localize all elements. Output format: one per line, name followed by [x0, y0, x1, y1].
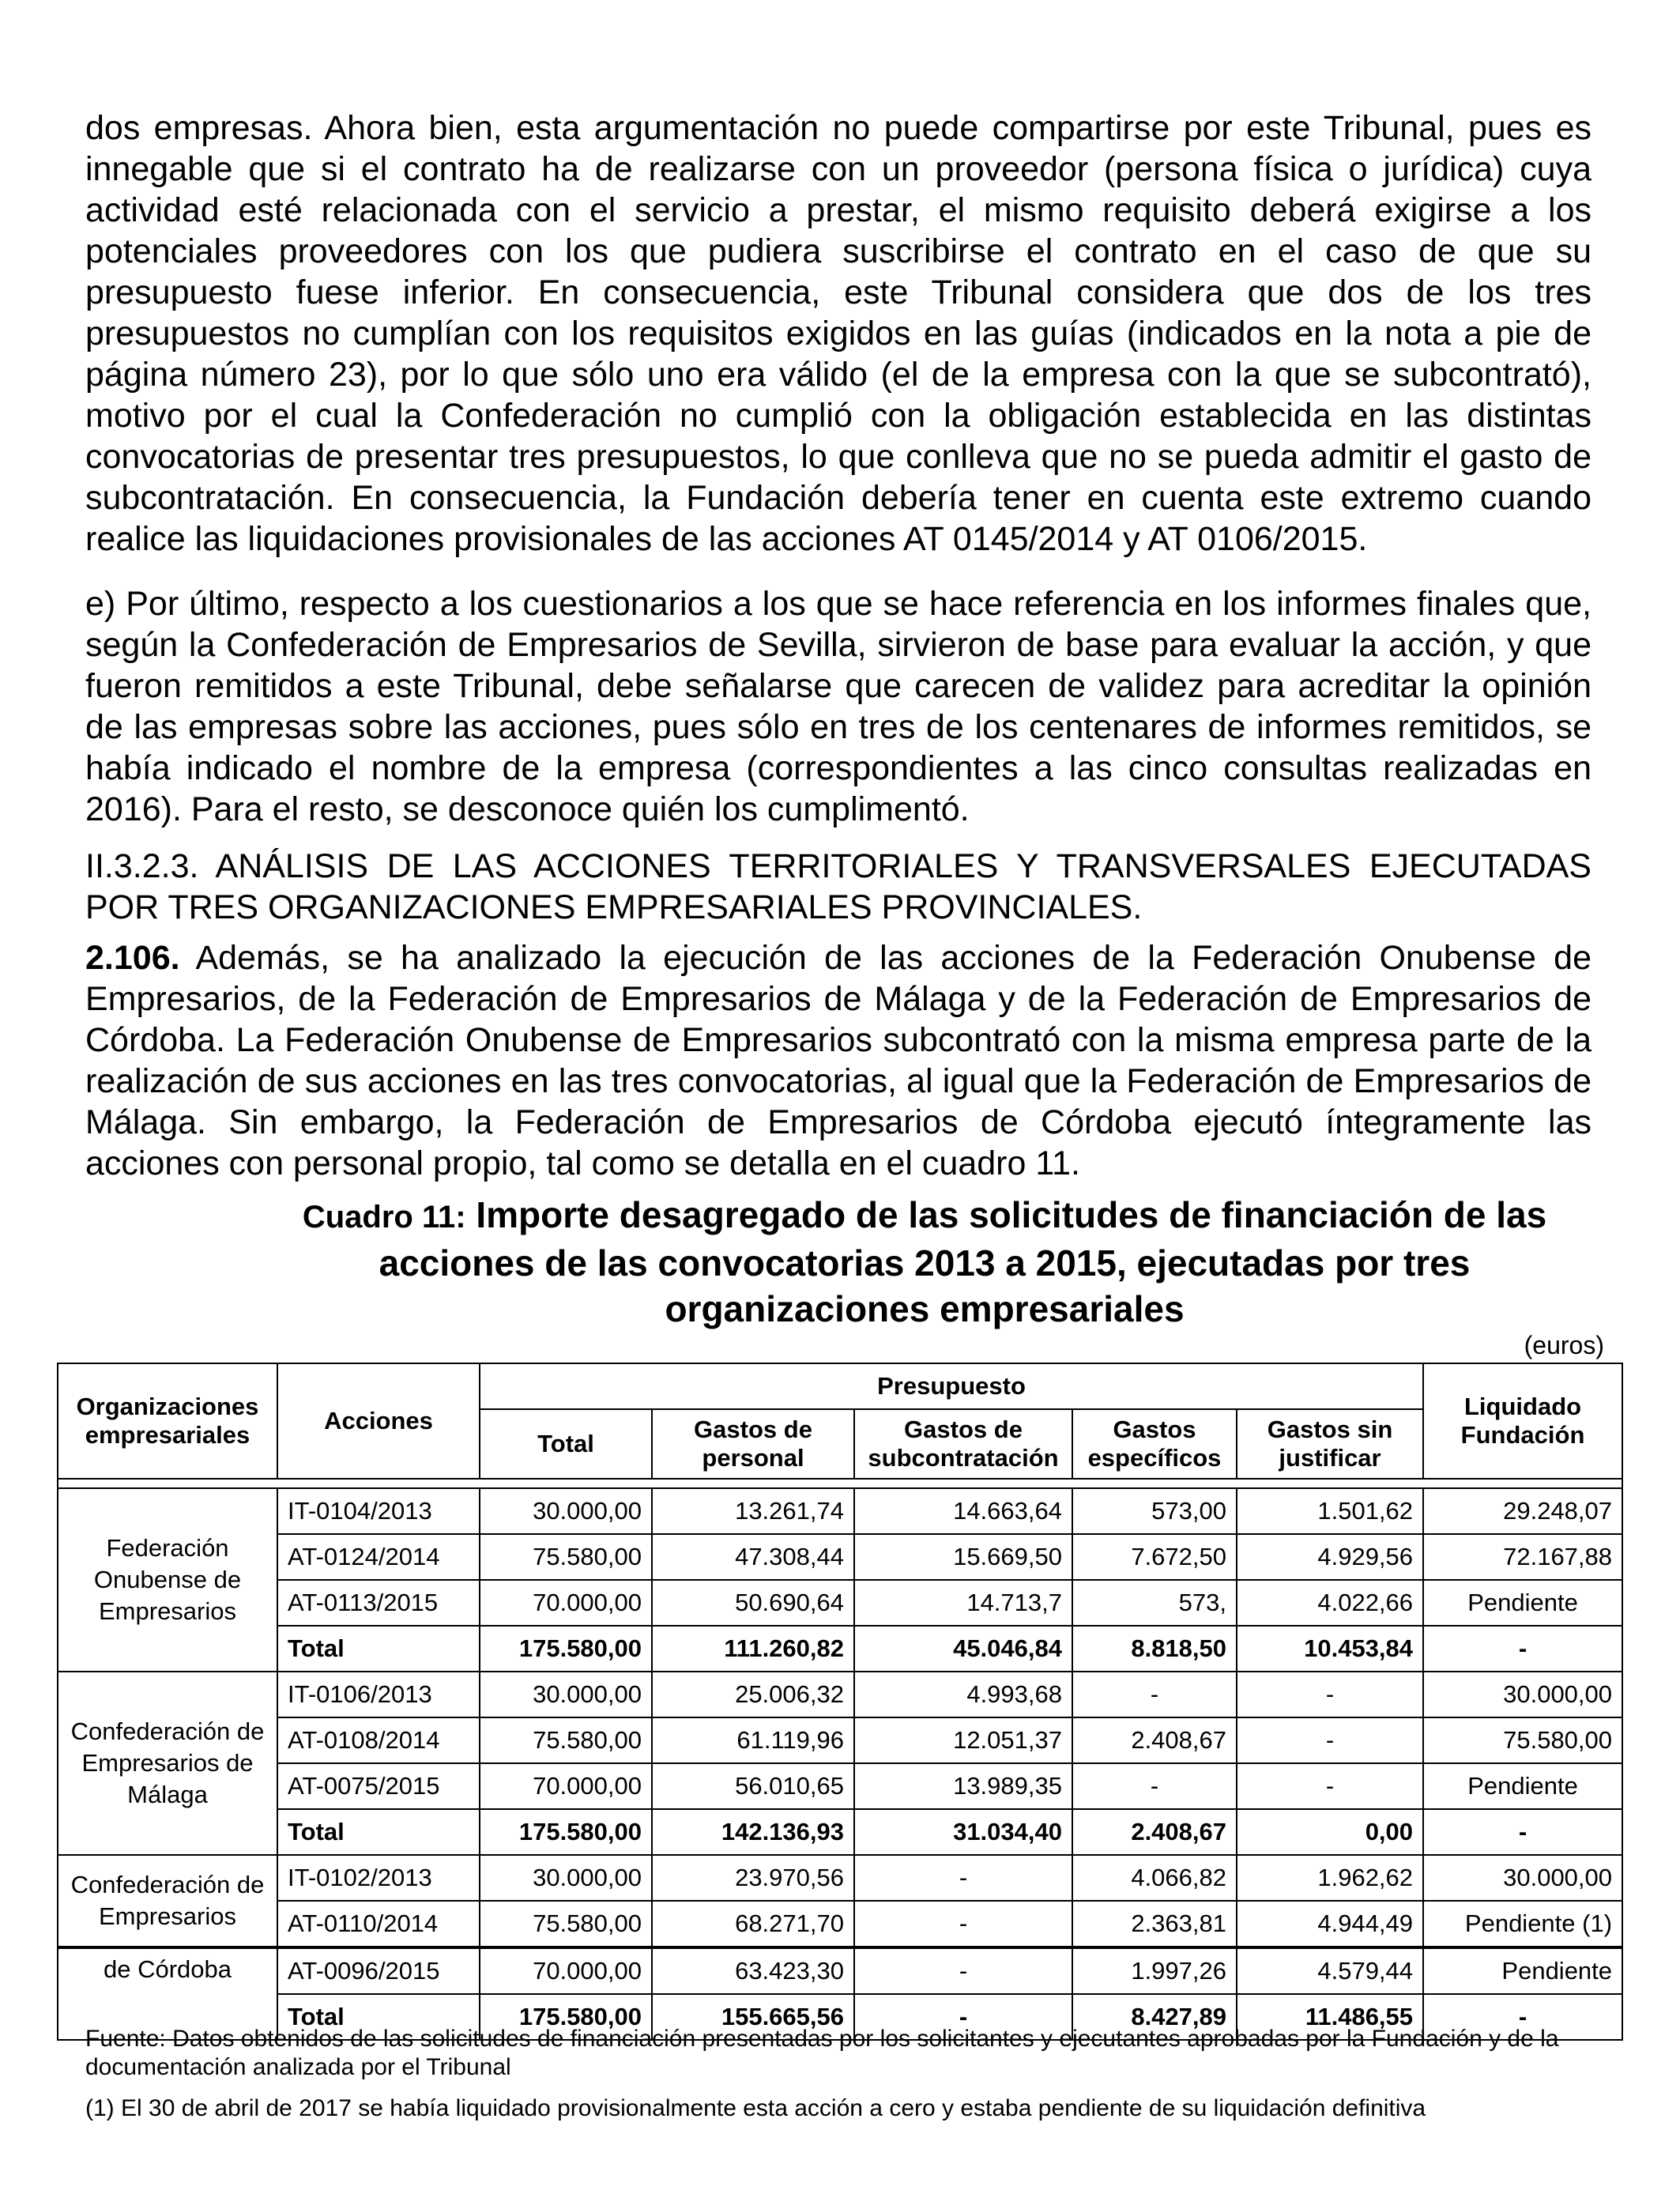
cell-total: 175.580,00 — [480, 1809, 652, 1855]
table-row — [58, 1855, 1622, 1901]
cell-personal: 47.308,44 — [652, 1534, 854, 1580]
cell-personal: 56.010,65 — [652, 1763, 854, 1809]
cell-action: AT-0108/2014 — [277, 1717, 480, 1763]
cell-total: 175.580,00 — [480, 1994, 652, 2040]
cell-personal: 68.271,70 — [652, 1901, 854, 1947]
paragraph-2106-text: Además, se ha analizado la ejecución de las acciones de la Federación Onubense de Empresarios, de la Federación de Empresarios de Málaga y de la Federación de Empresarios de Córdoba. La Federación Onubense de Empresarios subcontrató con la misma empresa parte de la realización de sus acciones en las tres convocatorias, al igual que la Federación de Empresarios de Málaga. Sin embargo, la Federación de Empresarios de Córdoba ejecutó íntegramente las acciones con personal propio, tal como se detalla en el cuadro 11. — [85, 939, 1591, 1182]
cell-liquidado: Pendiente — [1423, 1947, 1622, 1994]
cell-total-label: Total — [277, 1626, 480, 1672]
source-note: Fuente: Datos obtenidos de las solicitudes de financiación presentadas por los solicitantes y ejecutantes aprobadas por la Fundación y de la documentación analizada por el Tribunal — [85, 2026, 1559, 2080]
cell-sin-justificar: 4.944,49 — [1237, 1901, 1423, 1947]
cell-total-label: Total — [277, 1994, 480, 2040]
cell-personal: 155.665,56 — [652, 1994, 854, 2040]
cell-personal: 61.119,96 — [652, 1717, 854, 1763]
table-row — [58, 1763, 1622, 1809]
cell-total: 30.000,00 — [480, 1855, 652, 1901]
header-spacer — [58, 1479, 1622, 1488]
paragraph-2106 — [85, 937, 1591, 1184]
cell-especificos: 2.408,67 — [1072, 1717, 1237, 1763]
cell-subcontratacion: 14.663,64 — [854, 1488, 1072, 1534]
cell-subcontratacion: 31.034,40 — [854, 1809, 1072, 1855]
cell-action: AT-0110/2014 — [277, 1901, 480, 1947]
cell-sin-justificar: 11.486,55 — [1237, 1994, 1423, 2040]
cell-total: 75.580,00 — [480, 1534, 652, 1580]
table-row-total — [58, 1626, 1622, 1672]
footnote-1: (1) El 30 de abril de 2017 se había liquidado provisionalmente esta acción a cero y estaba pendiente de su liquidación definitiva — [85, 2095, 1426, 2121]
cell-sin-justificar: 1.501,62 — [1237, 1488, 1423, 1534]
cell-sin-justificar: 4.929,56 — [1237, 1534, 1423, 1580]
cell-liquidado: 29.248,07 — [1423, 1488, 1622, 1534]
table-row — [58, 1534, 1622, 1580]
cell-personal: 13.261,74 — [652, 1488, 854, 1534]
cell-liquidado: 75.580,00 — [1423, 1717, 1622, 1763]
table-row — [58, 1717, 1622, 1763]
cell-action: AT-0113/2015 — [277, 1580, 480, 1626]
table-caption-label: Cuadro 11: — [302, 1200, 466, 1235]
cell-action: IT-0106/2013 — [277, 1672, 480, 1717]
cell-action: AT-0075/2015 — [277, 1763, 480, 1809]
cell-especificos: 573, — [1072, 1580, 1237, 1626]
cell-total: 30.000,00 — [480, 1672, 652, 1717]
cell-subcontratacion: - — [854, 1947, 1072, 1994]
header-gastos-personal: Gastos de personal — [652, 1409, 854, 1479]
cell-subcontratacion: - — [854, 1901, 1072, 1947]
cell-liquidado: - — [1423, 1994, 1622, 2040]
cell-subcontratacion: 4.993,68 — [854, 1672, 1072, 1717]
cell-personal: 111.260,82 — [652, 1626, 854, 1672]
cell-total: 70.000,00 — [480, 1580, 652, 1626]
cell-personal: 25.006,32 — [652, 1672, 854, 1717]
header-gastos-especificos: Gastos específicos — [1072, 1409, 1237, 1479]
cell-especificos: - — [1072, 1763, 1237, 1809]
cell-subcontratacion: - — [854, 1855, 1072, 1901]
cell-especificos: 1.997,26 — [1072, 1947, 1237, 1994]
cell-action: IT-0102/2013 — [277, 1855, 480, 1901]
header-organizaciones: Organizaciones empresariales — [58, 1363, 277, 1479]
table-units: (euros) — [1524, 1331, 1604, 1359]
table-row — [58, 1488, 1622, 1534]
table-caption — [253, 1192, 1596, 1332]
cell-total: 70.000,00 — [480, 1947, 652, 1994]
cell-action: AT-0124/2014 — [277, 1534, 480, 1580]
header-gastos-subcontratacion: Gastos de subcontratación — [854, 1409, 1072, 1479]
cell-especificos: 573,00 — [1072, 1488, 1237, 1534]
cell-total: 75.580,00 — [480, 1901, 652, 1947]
cell-sin-justificar: 4.579,44 — [1237, 1947, 1423, 1994]
cell-total: 175.580,00 — [480, 1626, 652, 1672]
cell-especificos: - — [1072, 1672, 1237, 1717]
cell-liquidado: - — [1423, 1809, 1622, 1855]
cell-total: 75.580,00 — [480, 1717, 652, 1763]
table-row — [58, 1580, 1622, 1626]
header-gastos-sin-justificar: Gastos sin justificar — [1237, 1409, 1423, 1479]
cell-subcontratacion: - — [854, 1994, 1072, 2040]
cell-personal: 23.970,56 — [652, 1855, 854, 1901]
org-cordoba-bottom: de Córdoba — [58, 1947, 277, 2040]
cell-especificos: 7.672,50 — [1072, 1534, 1237, 1580]
paragraph-budgets: dos empresas. Ahora bien, esta argumentación no puede compartirse por este Tribunal, pues es innegable que si el contrato ha de realizarse con un proveedor (persona física o jurídica) cuya actividad esté relacionada con el servicio a prestar, el mismo requisito deberá exigirse a los potenciales proveedores con los que pudiera suscribirse el contrato en el caso de que su presupuesto fuese inferior. En consecuencia, este Tribunal considera que dos de los tres presupuestos no cumplían con los requisitos exigidos en las guías (indicados en la nota a pie de página número 23), por lo que sólo uno era válido (el de la empresa con la que se subcontrató), motivo por el cual la Confederación no cumplió con la obligación establecida en las distintas convocatorias de presentar tres presupuestos, lo que conlleva que no se pueda admitir el gasto de subcontratación. En consecuencia, la Fundación debería tener en cuenta este extremo cuando realice las liquidaciones provisionales de las acciones AT 0145/2014 y AT 0106/2015. — [85, 109, 1591, 558]
cell-liquidado: 30.000,00 — [1423, 1672, 1622, 1717]
cell-liquidado: Pendiente — [1423, 1580, 1622, 1626]
cell-liquidado: - — [1423, 1626, 1622, 1672]
cell-sin-justificar: 4.022,66 — [1237, 1580, 1423, 1626]
org-cordoba-top: Confederación de Empresarios — [58, 1855, 277, 1947]
cell-total: 30.000,00 — [480, 1488, 652, 1534]
section-heading: II.3.2.3. ANÁLISIS DE LAS ACCIONES TERRITORIALES Y TRANSVERSALES EJECUTADAS POR TRES ORGANIZACIONES EMPRESARIALES PROVINCIALES. — [85, 847, 1591, 926]
header-total: Total — [480, 1409, 652, 1479]
cell-sin-justificar: - — [1237, 1763, 1423, 1809]
cell-sin-justificar: 0,00 — [1237, 1809, 1423, 1855]
org-onubense: Federación Onubense de Empresarios — [58, 1488, 277, 1672]
paragraph-questionnaires: e) Por último, respecto a los cuestionarios a los que se hace referencia en los informes finales que, según la Confederación de Empresarios de Sevilla, sirvieron de base para evaluar la acción, y que fueron remitidos a este Tribunal, debe señalarse que carecen de validez para acreditar la opinión de las empresas sobre las acciones, pues sólo en tres de los centenares de informes remitidos, se había indicado el nombre de la empresa (correspondientes a las cinco consultas realizadas en 2016). Para el resto, se desconoce quién los cumplimentó. — [85, 585, 1591, 828]
cell-personal: 63.423,30 — [652, 1947, 854, 1994]
header-liquidado: Liquidado Fundación — [1423, 1363, 1622, 1479]
table-row — [58, 1947, 1622, 1994]
cell-sin-justificar: 10.453,84 — [1237, 1626, 1423, 1672]
cell-action: IT-0104/2013 — [277, 1488, 480, 1534]
cell-liquidado: 72.167,88 — [1423, 1534, 1622, 1580]
table-row — [58, 1901, 1622, 1947]
cell-especificos: 8.427,89 — [1072, 1994, 1237, 2040]
cell-liquidado: Pendiente — [1423, 1763, 1622, 1809]
cell-subcontratacion: 12.051,37 — [854, 1717, 1072, 1763]
cell-sin-justificar: 1.962,62 — [1237, 1855, 1423, 1901]
cell-sin-justificar: - — [1237, 1717, 1423, 1763]
table-caption-title: Importe desagregado de las solicitudes de financiación de las acciones de las convocatorias 2013 a 2015, ejecutadas por tres organizaciones empresariales — [379, 1194, 1547, 1329]
cell-subcontratacion: 14.713,7 — [854, 1580, 1072, 1626]
cell-liquidado: 30.000,00 — [1423, 1855, 1622, 1901]
cell-especificos: 2.363,81 — [1072, 1901, 1237, 1947]
cell-especificos: 4.066,82 — [1072, 1855, 1237, 1901]
paragraph-number: 2.106. — [85, 939, 180, 977]
cell-action: AT-0096/2015 — [277, 1947, 480, 1994]
header-acciones: Acciones — [277, 1363, 480, 1479]
cell-especificos: 8.818,50 — [1072, 1626, 1237, 1672]
table-row — [58, 1672, 1622, 1717]
cell-liquidado: Pendiente (1) — [1423, 1901, 1622, 1947]
cell-total: 70.000,00 — [480, 1763, 652, 1809]
cell-sin-justificar: - — [1237, 1672, 1423, 1717]
header-presupuesto: Presupuesto — [480, 1363, 1423, 1409]
cell-total-label: Total — [277, 1809, 480, 1855]
financing-table — [57, 1363, 1623, 2041]
cell-personal: 50.690,64 — [652, 1580, 854, 1626]
cell-personal: 142.136,93 — [652, 1809, 854, 1855]
org-malaga: Confederación de Empresarios de Málaga — [58, 1672, 277, 1855]
cell-subcontratacion: 45.046,84 — [854, 1626, 1072, 1672]
cell-subcontratacion: 13.989,35 — [854, 1763, 1072, 1809]
cell-especificos: 2.408,67 — [1072, 1809, 1237, 1855]
cell-subcontratacion: 15.669,50 — [854, 1534, 1072, 1580]
table-row-total — [58, 1809, 1622, 1855]
